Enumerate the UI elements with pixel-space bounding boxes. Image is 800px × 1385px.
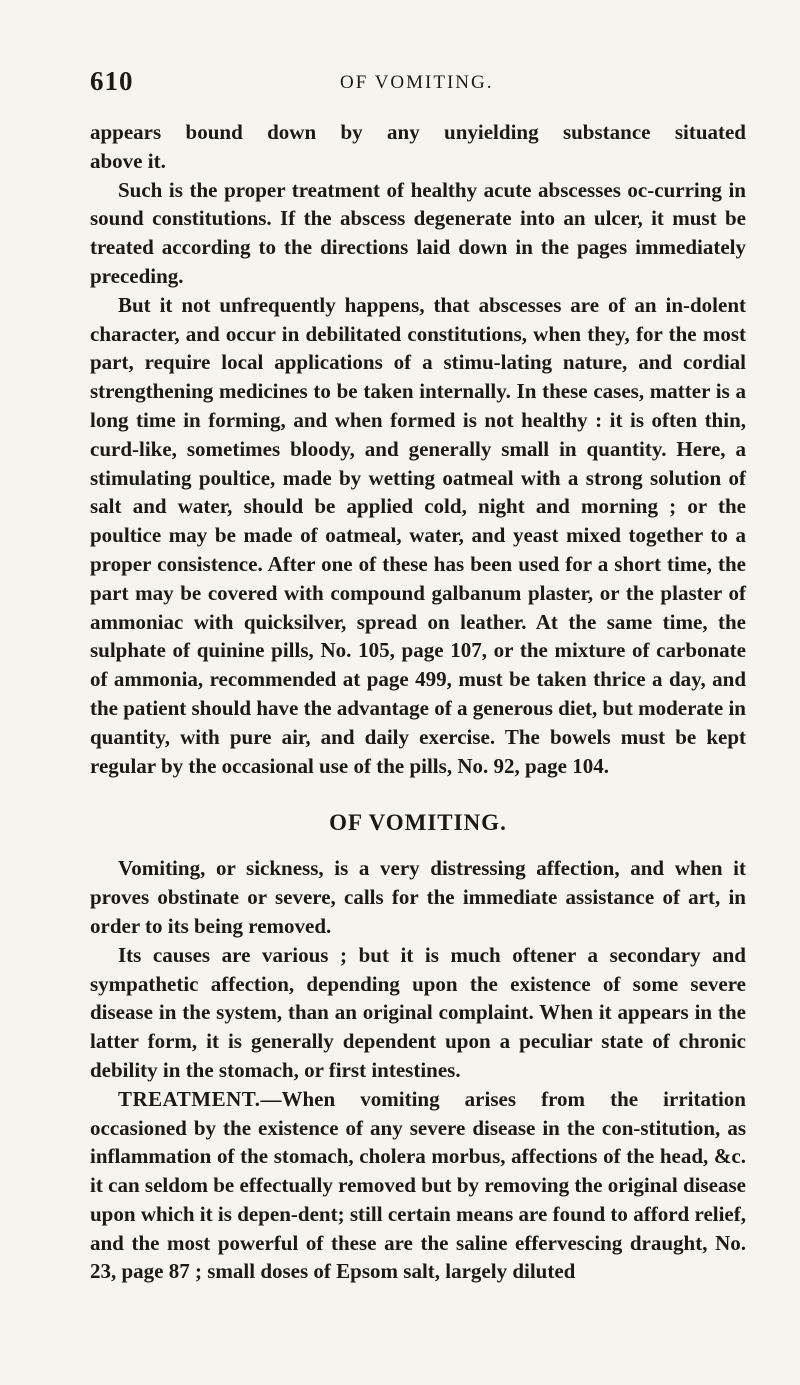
continuation-line-2: above it.: [90, 148, 166, 173]
treatment-text: —When vomiting arises from the irritation occasioned by the existence of any severe disease in the con-stitution, as inflammation of the stomach, cholera morbus, affections of the head, &c. it can seldom be effectually removed but by removing the original disease upon which it is depen-dent; still certain means are found to afford relief, and the most powerful of these are the saline effervescing draught, No. 23, page 87 ; small doses of Epsom salt, largely diluted: [90, 1086, 746, 1284]
page-number: 610: [90, 66, 134, 96]
page-header: [90, 66, 730, 98]
continuation-line-1: appears bound down by any unyielding substance situated: [90, 120, 746, 144]
paragraph-causes: Its causes are various ; but it is much oftener a secondary and sympathetic affection, depending upon the existence of some severe disease in the system, than an original complaint. When it appears in the latter form, it is generally dependent upon a peculiar state of chronic debility in the stomach, or first intestines.: [90, 942, 746, 1082]
paragraph-treatment: [90, 1085, 746, 1287]
paragraph-proper-treatment: Such is the proper treatment of healthy acute abscesses oc-curring in sound constitutions. If the abscess degenerate into an ulcer, it must be treated according to the directions laid down in the pages immediately preceding.: [90, 177, 746, 288]
paragraph-vomiting-intro: Vomiting, or sickness, is a very distressing affection, and when it proves obstinate or severe, calls for the immediate assistance of art, in order to its being removed.: [90, 856, 746, 938]
page-body: [90, 118, 746, 1286]
paragraph-indolent-abscesses: But it not unfrequently happens, that abscesses are of an in-dolent character, and occur in debilitated constitutions, when they, for the most part, require local applications of a stimu-lating nature, and cordial strengthening medicines to be taken internally. In these cases, matter is a long time in forming, and when formed is not healthy : it is often thin, curd-like, sometimes bloody, and generally small in quantity. Here, a stimulating poultice, made by wetting oatmeal with a strong solution of salt and water, should be applied cold, night and morning ; or the poultice may be made of oatmeal, water, and yeast mixed together to a proper consistence. After one of these has been used for a short time, the part may be covered with compound galbanum plaster, or the plaster of ammoniac with quicksilver, spread on leather. At the same time, the sulphate of quinine pills, No. 105, page 107, or the mixture of carbonate of ammonia, recommended at page 499, must be taken thrice a day, and the patient should have the advantage of a generous diet, but moderate in quantity, with pure air, and daily exercise. The bowels must be kept regular by the occasional use of the pills, No. 92, page 104.: [90, 292, 746, 778]
running-head: OF VOMITING.: [340, 72, 494, 93]
section-heading: OF VOMITING.: [329, 810, 507, 836]
treatment-label: TREATMENT.: [118, 1086, 261, 1111]
